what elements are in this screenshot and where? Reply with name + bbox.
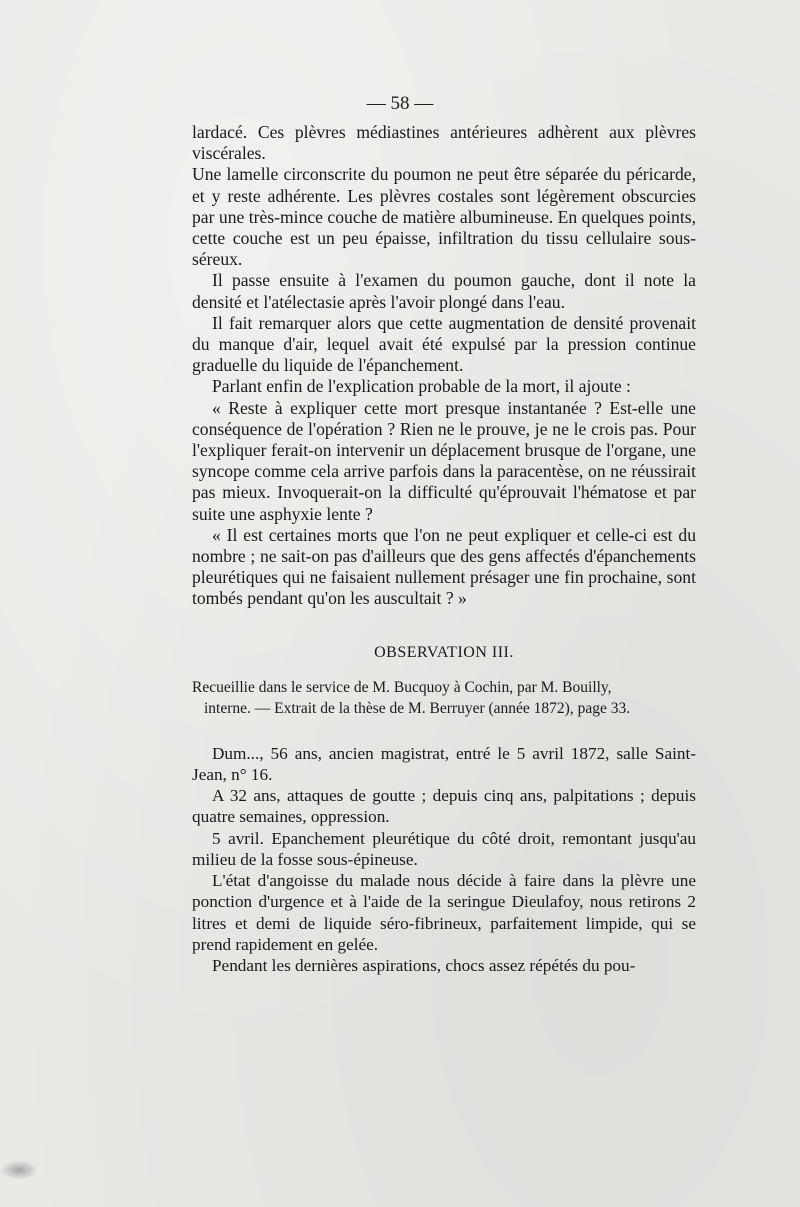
paragraph: lardacé. Ces plèvres médiastines antérieures adhèrent aux plèvres viscérales. bbox=[192, 122, 696, 164]
source-line: Recueillie dans le service de M. Bucquoy à Cochin, par M. Bouilly, bbox=[192, 678, 612, 696]
quoted-paragraph: « Reste à expliquer cette mort presque instantanée ? Est-elle une conséquence de l'opération ? Rien ne le prouve, je ne le crois pas. Pour l'expliquer ferait-on intervenir un déplacement brusque de l'organe, une syncope comme cela arrive parfois dans la paracentèse, on ne réussirait pas mieux. Invoquerait-on la difficulté qu'éprouvait l'hématose et par suite une asphyxie lente ? bbox=[192, 397, 696, 524]
paragraph: A 32 ans, attaques de goutte ; depuis cinq ans, palpitations ; depuis quatre semaines, oppression. bbox=[192, 786, 696, 827]
paragraph: Une lamelle circonscrite du poumon ne peut être séparée du péricarde, et y reste adhérente. Les plèvres costales sont légèrement obscurcies par une très-mince couche de matière albumineuse. En quelques points, cette couche est un peu épaisse, infiltration du tissu cellulaire sous-séreux. bbox=[192, 164, 696, 270]
observation-heading: OBSERVATION III. bbox=[374, 643, 514, 661]
source-line: interne. — Extrait de la thèse de M. Berruyer (année 1872), page 33. bbox=[204, 699, 631, 717]
paragraph: Parlant enfin de l'explication probable de la mort, il ajoute : bbox=[212, 376, 631, 397]
body-text bbox=[192, 122, 696, 976]
paragraph: Il passe ensuite à l'examen du poumon gauche, dont il note la densité et l'atélectasie après l'avoir plongé dans l'eau. bbox=[192, 270, 696, 312]
paragraph: L'état d'angoisse du malade nous décide à faire dans la plèvre une ponction d'urgence et à l'aide de la seringue Dieulafoy, nous retirons 2 litres et demi de liquide séro-fibrineux, parfaitement limpide, qui se prend rapidement en gelée. bbox=[192, 871, 696, 954]
paragraph: Dum..., 56 ans, ancien magistrat, entré le 5 avril 1872, salle Saint-Jean, n° 16. bbox=[192, 743, 696, 785]
page-number: — 58 — bbox=[366, 93, 434, 114]
observation-text bbox=[192, 743, 696, 976]
paragraph: 5 avril. Epanchement pleurétique du côté droit, remontant jusqu'au milieu de la fosse sous-épineuse. bbox=[192, 828, 696, 869]
ink-smudge bbox=[0, 1160, 38, 1180]
observation-source bbox=[192, 677, 696, 719]
autopsy-section bbox=[192, 122, 696, 610]
paragraph: Pendant les dernières aspirations, chocs assez répétés du pou- bbox=[212, 955, 636, 975]
paragraph: Il fait remarquer alors que cette augmentation de densité provenait du manque d'air, lequel avait été expulsé par la pression continue graduelle du liquide de l'épanchement. bbox=[192, 312, 696, 376]
quoted-paragraph: « Il est certaines morts que l'on ne peut expliquer et celle-ci est du nombre ; ne sait-on pas d'ailleurs que des gens affectés d'épanchements pleurétiques qui ne faisaient nullement présager une fin prochaine, sont tombés pendant qu'on les auscultait ? » bbox=[192, 524, 696, 609]
